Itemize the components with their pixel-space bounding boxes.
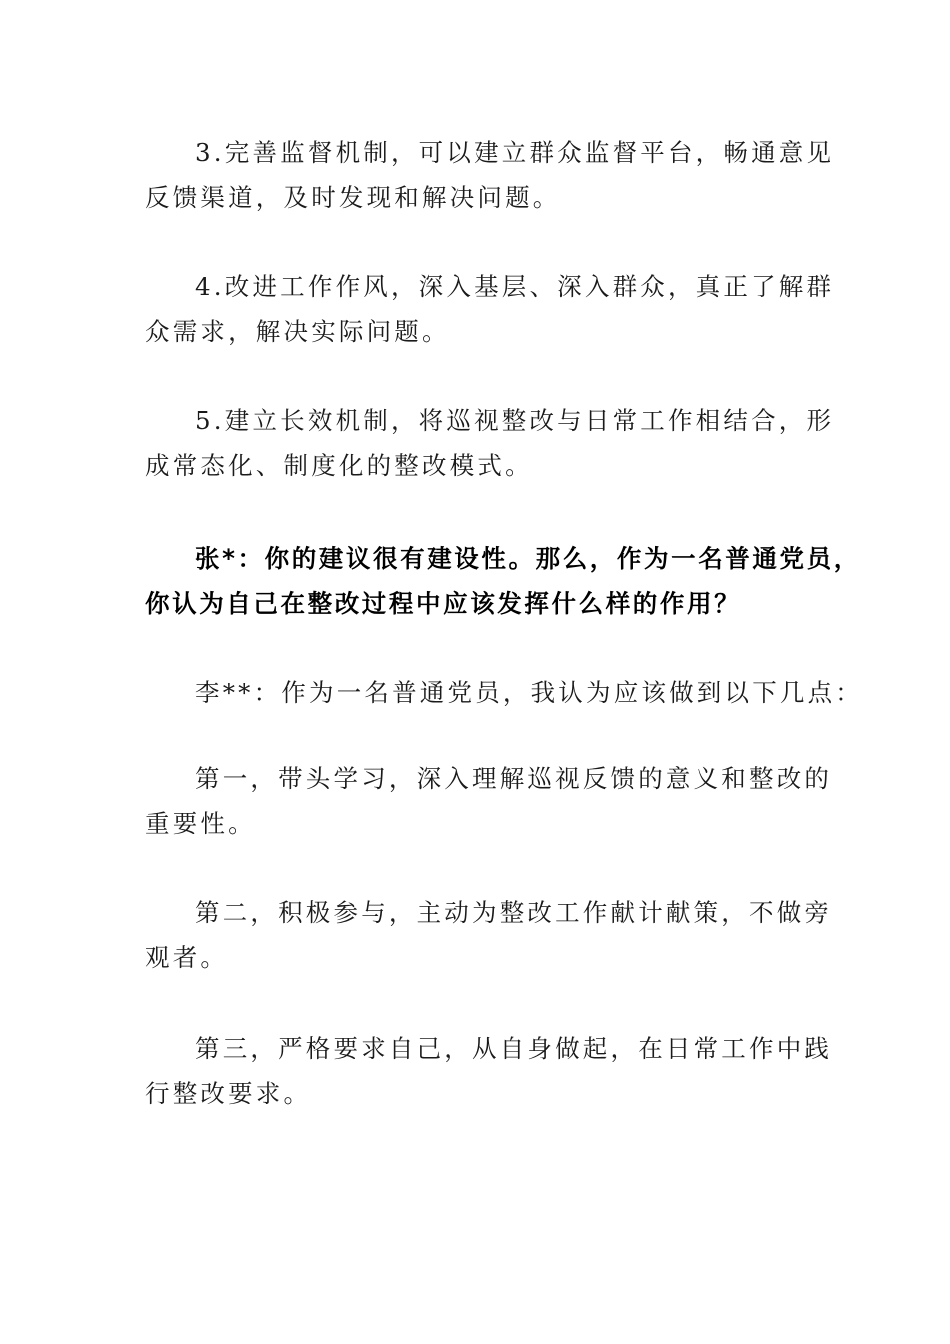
paragraph-line: 李**：作为一名普通党员，我认为应该做到以下几点： bbox=[195, 678, 863, 707]
paragraph-line: 第一，带头学习，深入理解巡视反馈的意义和整改的 bbox=[195, 764, 833, 793]
paragraph-line: 成常态化、制度化的整改模式。 bbox=[145, 451, 533, 480]
paragraph-line: 第二，积极参与，主动为整改工作献计献策，不做旁 bbox=[195, 898, 833, 927]
paragraph-line: 3.完善监督机制，可以建立群众监督平台，畅通意见 bbox=[195, 138, 835, 167]
point-first bbox=[145, 756, 833, 846]
paragraph-line: 重要性。 bbox=[145, 809, 256, 838]
paragraph-line: 行整改要求。 bbox=[145, 1079, 312, 1108]
point-third bbox=[145, 1026, 833, 1116]
paragraph-line: 5.建立长效机制，将巡视整改与日常工作相结合，形 bbox=[195, 406, 835, 435]
paragraph-line: 你认为自己在整改过程中应该发挥什么样的作用？ bbox=[145, 589, 742, 618]
paragraph-item-5 bbox=[145, 398, 835, 488]
paragraph-line: 反馈渠道，及时发现和解决问题。 bbox=[145, 183, 561, 212]
paragraph-line: 4.改进工作作风，深入基层、深入群众，真正了解群 bbox=[195, 272, 835, 301]
paragraph-line: 众需求，解决实际问题。 bbox=[145, 317, 450, 346]
paragraph-item-3 bbox=[145, 130, 835, 220]
paragraph-line: 观者。 bbox=[145, 943, 229, 972]
paragraph-line: 第三，严格要求自己，从自身做起，在日常工作中践 bbox=[195, 1034, 833, 1063]
paragraph-line: 张*：你的建议很有建设性。那么，作为一名普通党员， bbox=[195, 544, 861, 573]
answer-li-intro bbox=[145, 670, 863, 715]
point-second bbox=[145, 890, 833, 980]
question-zhang bbox=[145, 536, 861, 626]
paragraph-item-4 bbox=[145, 264, 835, 354]
